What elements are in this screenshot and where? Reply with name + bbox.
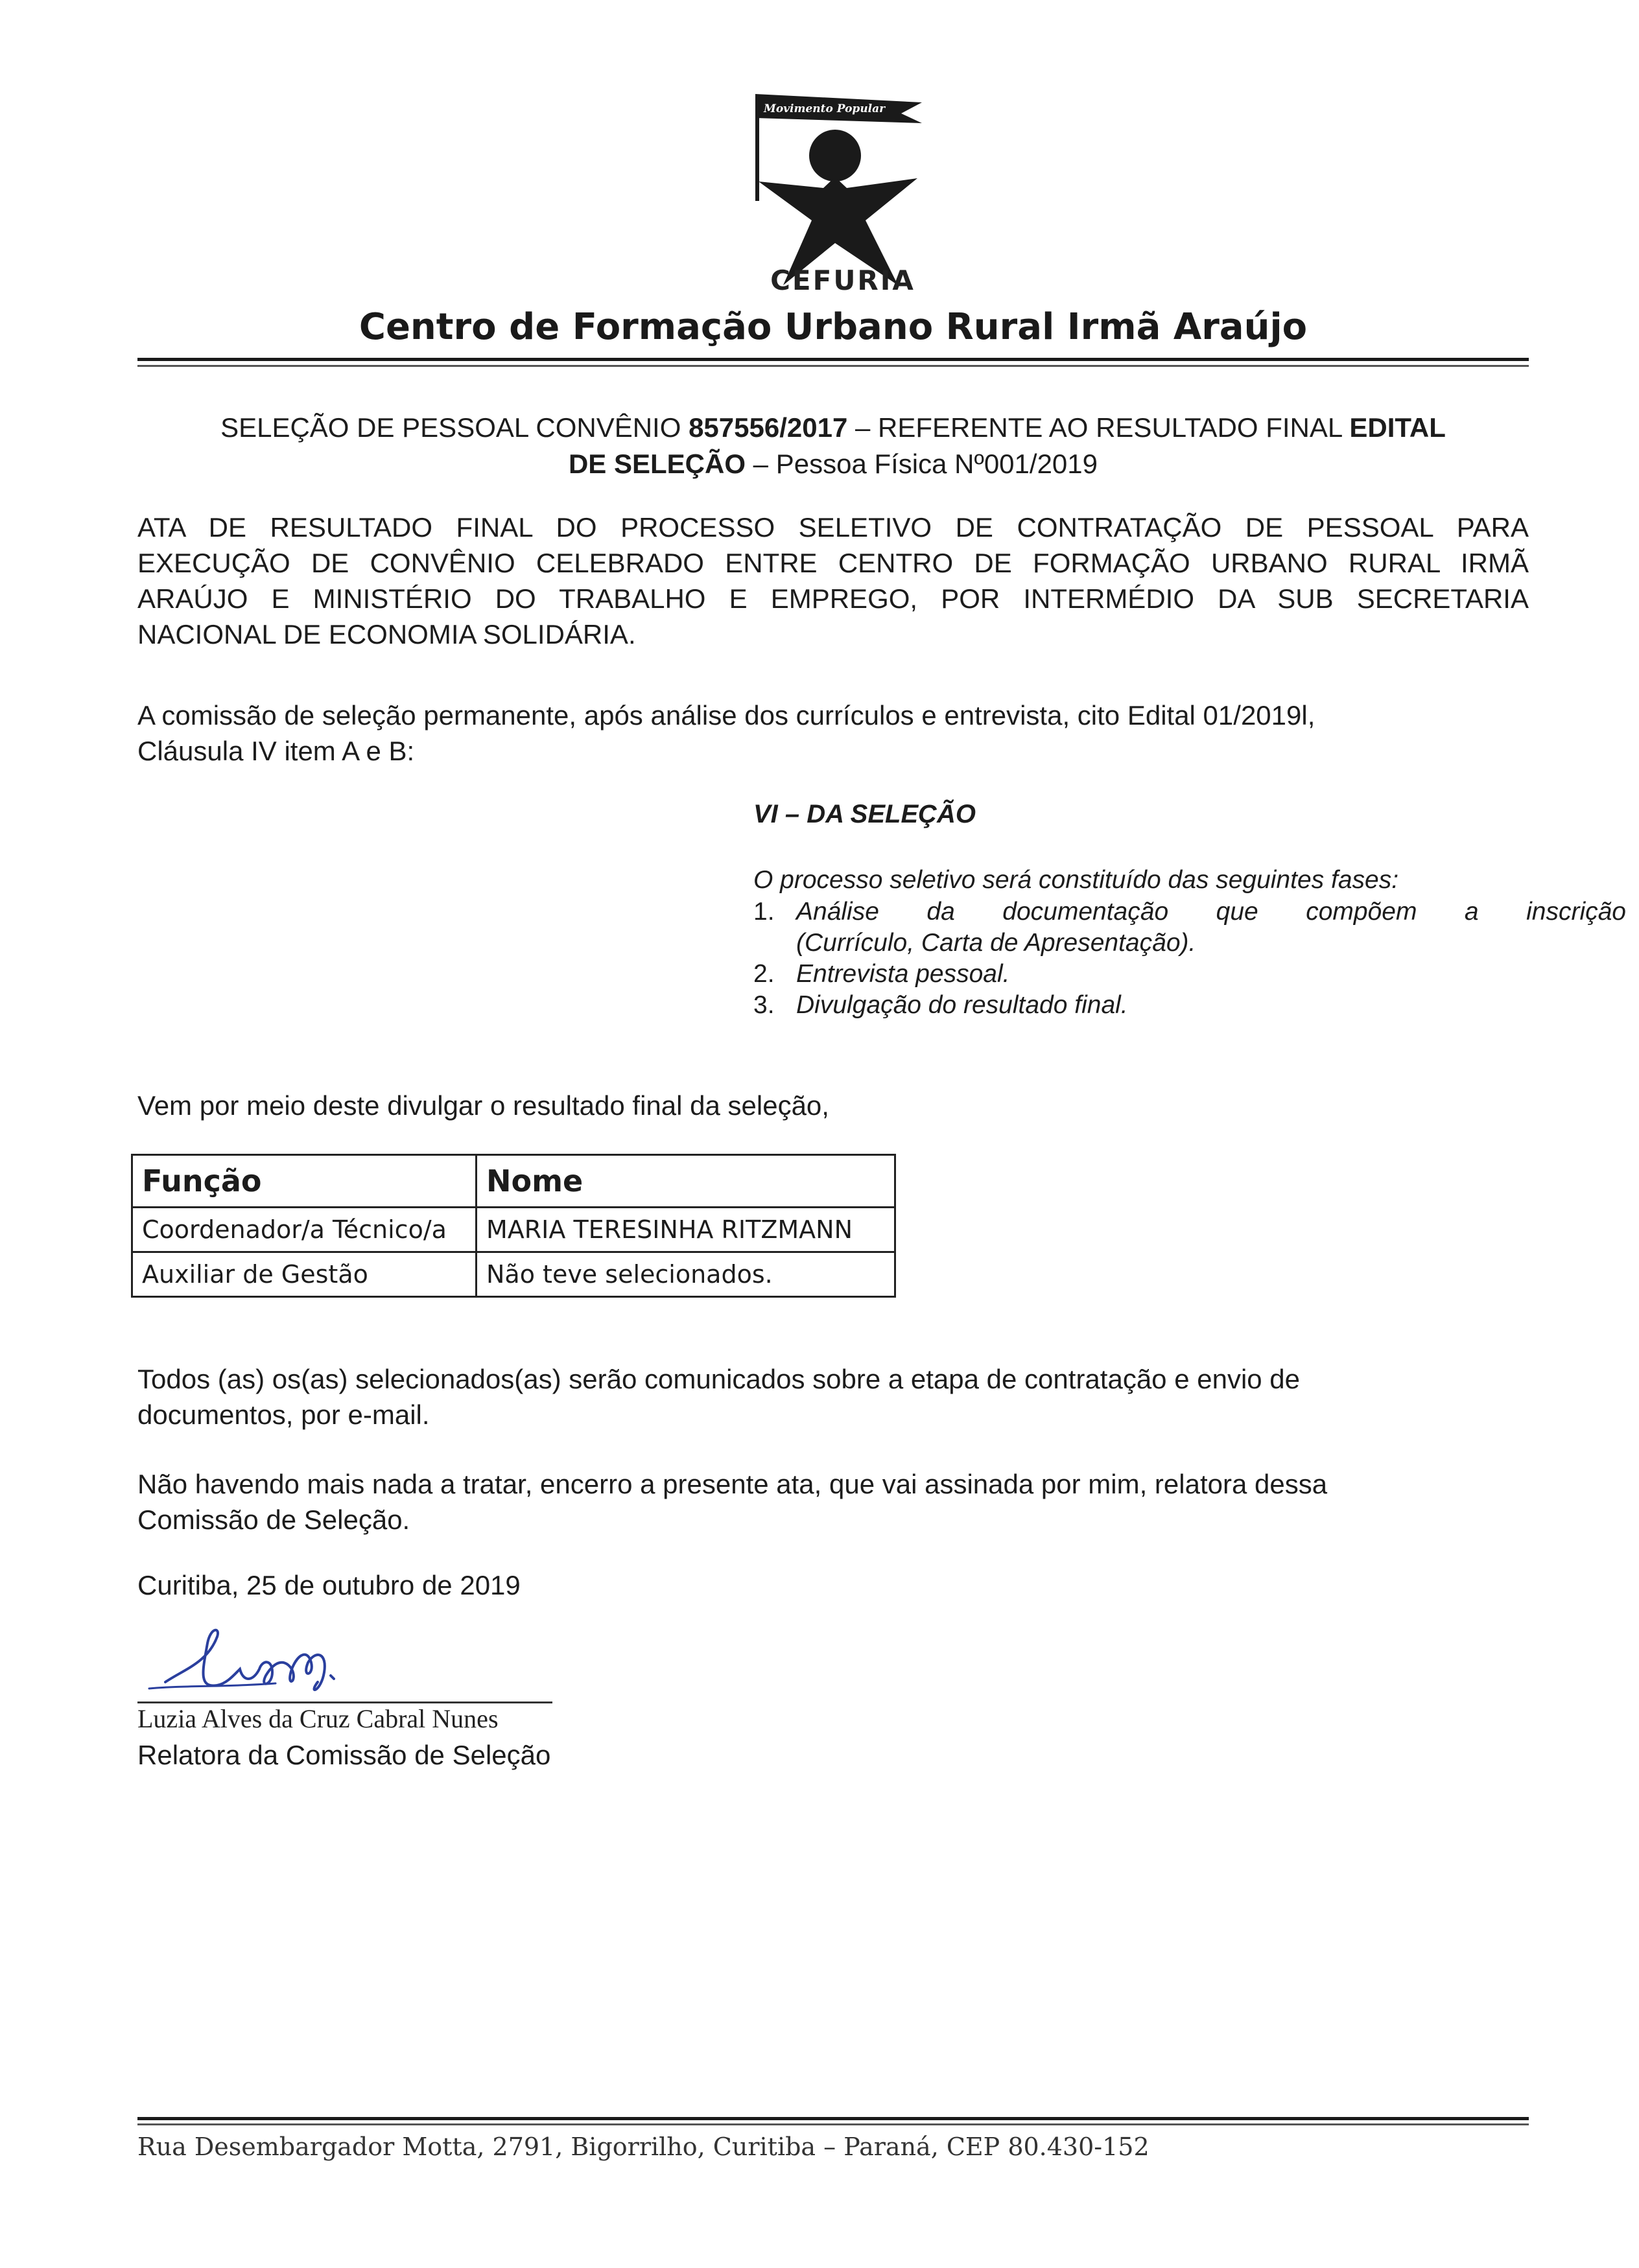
footer-rule-thin bbox=[137, 2123, 1529, 2125]
footer-address: Rua Desembargador Motta, 2791, Bigorrilho, Curitiba – Paraná, CEP 80.430-152 bbox=[137, 2133, 1150, 2161]
intro-line: A comissão de seleção permanente, após análise dos currículos e entrevista, cito Edital 01/2019l, bbox=[137, 700, 1315, 731]
table-cell: MARIA TERESINHA RITZMANN bbox=[477, 1208, 895, 1252]
notice-paragraph bbox=[137, 1361, 1300, 1432]
closing-paragraph bbox=[137, 1466, 1327, 1537]
logo-banner-text: Movimento Popular bbox=[764, 102, 886, 115]
ata-line: EXECUÇÃO DE CONVÊNIO CELEBRADO ENTRE CENTRO DE FORMAÇÃO URBANO RURAL IRMÃ bbox=[137, 548, 1529, 578]
table-row bbox=[132, 1208, 895, 1252]
org-name: Centro de Formação Urbano Rural Irmã Araújo bbox=[359, 306, 1308, 348]
closing-line: Não havendo mais nada a tratar, encerro a presente ata, que vai assinada por mim, relatora dessa bbox=[137, 1469, 1328, 1499]
convenio-number: 857556/2017 bbox=[689, 412, 848, 443]
subject-part2: – REFERENTE AO RESULTADO FINAL bbox=[847, 412, 1350, 443]
signatory-name: Luzia Alves da Cruz Cabral Nunes bbox=[137, 1704, 499, 1733]
intro-line: Cláusula IV item A e B: bbox=[137, 736, 415, 766]
ata-line: ATA DE RESULTADO FINAL DO PROCESSO SELETIVO DE CONTRATAÇÃO DE PESSOAL PARA bbox=[137, 512, 1529, 543]
org-short-name: CEFURIA bbox=[770, 264, 915, 296]
document-subject bbox=[137, 410, 1529, 482]
place-date: Curitiba, 25 de outubro de 2019 bbox=[137, 1570, 521, 1600]
list-number: 2. bbox=[753, 960, 775, 988]
announce-text: Vem por meio deste divulgar o resultado final da seleção, bbox=[137, 1090, 829, 1121]
ata-line: ARAÚJO E MINISTÉRIO DO TRABALHO E EMPREGO, POR INTERMÉDIO DA SUB SECRETARIA bbox=[137, 583, 1529, 614]
closing-line: Comissão de Seleção. bbox=[137, 1504, 410, 1535]
list-number: 3. bbox=[753, 991, 775, 1019]
ata-paragraph bbox=[137, 509, 1529, 652]
column-header-funcao: Função bbox=[132, 1155, 477, 1208]
signatory-role: Relatora da Comissão de Seleção bbox=[137, 1740, 551, 1770]
header-rule bbox=[137, 358, 1529, 361]
quote-list bbox=[753, 896, 1626, 1026]
quote-lead: O processo seletivo será constituído das seguintes fases: bbox=[753, 866, 1399, 894]
intro-paragraph bbox=[137, 697, 1315, 769]
ata-line: NACIONAL DE ECONOMIA SOLIDÁRIA. bbox=[137, 619, 636, 649]
table-cell: Auxiliar de Gestão bbox=[132, 1252, 477, 1297]
subject-part3: – Pessoa Física Nº001/2019 bbox=[746, 449, 1098, 479]
list-text: Análise da documentação que compõem a inscrição bbox=[796, 898, 1626, 926]
list-text: Divulgação do resultado final. bbox=[796, 991, 1128, 1019]
column-header-nome: Nome bbox=[477, 1155, 895, 1208]
table-row bbox=[132, 1252, 895, 1297]
list-text: (Currículo, Carta de Apresentação). bbox=[796, 929, 1196, 957]
notice-line: documentos, por e-mail. bbox=[137, 1399, 430, 1430]
subject-edital-2: DE SELEÇÃO bbox=[568, 449, 746, 479]
subject-part1: SELEÇÃO DE PESSOAL CONVÊNIO bbox=[220, 412, 689, 443]
quote-heading: VI – DA SELEÇÃO bbox=[753, 800, 976, 828]
table-cell: Não teve selecionados. bbox=[477, 1252, 895, 1297]
list-number: 1. bbox=[753, 898, 775, 926]
notice-line: Todos (as) os(as) selecionados(as) serão comunicados sobre a etapa de contratação e envio de bbox=[137, 1364, 1301, 1394]
list-text: Entrevista pessoal. bbox=[796, 960, 1010, 988]
table-header-row bbox=[132, 1155, 895, 1208]
subject-edital: EDITAL bbox=[1349, 412, 1446, 443]
header-rule-thin bbox=[137, 365, 1529, 367]
table-cell: Coordenador/a Técnico/a bbox=[132, 1208, 477, 1252]
result-table bbox=[131, 1154, 896, 1298]
handwritten-signature bbox=[146, 1624, 379, 1708]
footer-rule bbox=[137, 2117, 1529, 2120]
